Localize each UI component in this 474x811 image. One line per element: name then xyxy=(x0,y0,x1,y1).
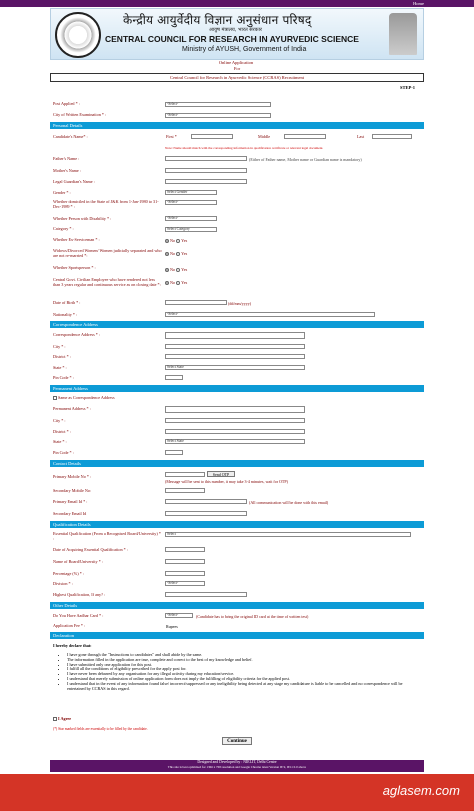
perm-district-label: District * : xyxy=(53,429,71,434)
top-bar xyxy=(0,0,474,7)
sec-mobile-input[interactable] xyxy=(165,488,205,493)
highest-label: Highest Qualification, If any? : xyxy=(53,592,106,597)
division-label: Division * : xyxy=(53,581,73,586)
board-label: Name of Board/University * : xyxy=(53,559,104,564)
section-correspondence: Correspondence Address xyxy=(50,321,424,328)
category-label: Category * : xyxy=(53,226,74,231)
percentage-input[interactable] xyxy=(165,571,205,576)
mandatory-note: (*) Star marked fields are essentially to be filled by the candidate. xyxy=(53,727,148,731)
disability-label: Whether Person with Disability * : xyxy=(53,216,112,221)
declaration-item: • I fulfill all the conditions of eligibility prescribed for the apply post for. xyxy=(67,667,421,672)
ccras-logo-icon xyxy=(55,12,101,58)
email-input[interactable] xyxy=(165,499,247,504)
email-label: Primary Email Id * : xyxy=(53,499,88,504)
corr-district-input[interactable] xyxy=(165,354,305,359)
declaration-list xyxy=(53,653,421,691)
domiciled-label: Whether domiciled in the State of J&K from 1-Jan-1980 to 31-Dec-1989 * : xyxy=(53,199,159,209)
recruitment-title: Central Council for Research in Ayurvedic Science (CCRAS) Recruitment xyxy=(50,73,424,82)
mobile-input[interactable] xyxy=(165,472,205,477)
board-input[interactable] xyxy=(165,559,205,564)
sec-email-input[interactable] xyxy=(165,511,247,516)
aadhar-note: (Candidate has to bring the original ID card at the time of written test) xyxy=(196,614,309,619)
national-emblem-icon xyxy=(389,13,417,55)
percentage-label: Percentage (%) * : xyxy=(53,571,85,576)
corr-city-label: City * : xyxy=(53,344,66,349)
highest-input[interactable] xyxy=(165,592,247,597)
sec-email-label: Secondary Email Id xyxy=(53,511,87,516)
guardian-input[interactable] xyxy=(165,179,247,184)
for-label: For xyxy=(233,66,241,71)
nationality-select[interactable]: -Select- xyxy=(165,312,375,317)
corr-state-select[interactable]: Select State xyxy=(165,365,305,370)
section-personal: Personal Details xyxy=(50,122,424,129)
first-label: First * xyxy=(166,134,177,139)
step-label: STEP-1 xyxy=(400,85,416,90)
corr-pin-label: Pin Code * : xyxy=(53,375,74,380)
central-govt-label: Central Govt. Civilian Employee who have rendered not less than 3 years regular and continuous service as on closing date *: xyxy=(53,277,161,287)
hindi-title: केन्द्रीय आयुर्वेदीय विज्ञान अनुसंधान परिषद् xyxy=(123,13,312,27)
mother-label: Mother's Name : xyxy=(53,168,81,173)
ministry-name: Ministry of AYUSH, Government of India xyxy=(182,46,307,53)
father-note: (Either of Father name, Mother name or Guardian name is mandatory) xyxy=(249,157,362,162)
corr-state-label: State * : xyxy=(53,365,67,370)
otp-note: (Message will be sent to this number, it may take 3-4 minutes, wait for OTP) xyxy=(165,479,288,484)
corr-address-label: Correspondence Address * : xyxy=(53,332,101,337)
mother-input[interactable] xyxy=(165,168,247,173)
category-select[interactable]: Select Category xyxy=(165,227,217,232)
perm-state-select[interactable]: Select State xyxy=(165,439,305,444)
domiciled-select[interactable]: -Select- xyxy=(165,200,217,205)
email-note: (All communication will be done with this email) xyxy=(249,500,329,505)
declaration-item: • I have submitted only one application for this post. xyxy=(67,663,421,668)
declaration-item: • I understand that merely submission of online application form does not imply the fulfilling of eligibility criteria for the applied post. xyxy=(67,677,421,682)
guardian-label: Legal Guardian's Name : xyxy=(53,179,95,184)
home-link[interactable]: Home xyxy=(413,1,424,6)
name-note: Note: Name should match with the corresponding information in qualification certificate or relevant legal document. xyxy=(165,146,324,150)
corr-city-input[interactable] xyxy=(165,344,305,349)
section-other: Other Details xyxy=(50,602,424,609)
ex-serviceman-radio[interactable]: No Yes xyxy=(165,238,187,243)
perm-address-label: Permanent Address * : xyxy=(53,406,91,411)
city-exam-select[interactable]: -Select- xyxy=(165,113,271,118)
corr-pin-input[interactable] xyxy=(165,375,183,380)
perm-city-label: City * : xyxy=(53,418,66,423)
continue-button[interactable]: Continue xyxy=(222,737,252,745)
agree-check-icon[interactable] xyxy=(53,717,57,721)
sportsperson-label: Whether Sportsperson * : xyxy=(53,265,96,270)
aadhar-select[interactable]: -Select- xyxy=(165,613,193,618)
post-applied-select[interactable]: -Select- xyxy=(165,102,271,107)
last-name-input[interactable] xyxy=(372,134,412,139)
last-label: Last xyxy=(357,134,365,139)
widow-radio[interactable]: No Yes xyxy=(165,251,187,256)
perm-pin-label: Pin Code * : xyxy=(53,450,74,455)
dob-label: Date of Birth * : xyxy=(53,300,81,305)
section-qualification: Qualification Details xyxy=(50,521,424,528)
declaration-item: • The information filled in the application are true, complete and correct to the best of my knowledge and belief. xyxy=(67,658,421,663)
gender-label: Gender * : xyxy=(53,190,71,195)
widow-label: Widows/Divorced Women/ Women judicially separated and who are not re-married *: xyxy=(53,248,162,258)
header-banner xyxy=(50,8,424,60)
middle-label: Middle xyxy=(258,134,271,139)
middle-name-input[interactable] xyxy=(284,134,326,139)
same-as-checkbox[interactable]: Same as Correspondence Address xyxy=(53,396,253,401)
post-applied-label: Post Applied * : xyxy=(53,101,80,106)
declaration-item: • I have never been debarred by any organisation for any illegal activity during my education/service. xyxy=(67,672,421,677)
sec-mobile-label: Secondary Mobile No: xyxy=(53,488,92,493)
corr-address-input[interactable] xyxy=(165,332,305,339)
perm-state-label: State * : xyxy=(53,439,67,444)
same-as-check-icon[interactable] xyxy=(53,396,57,400)
central-govt-radio[interactable]: No Yes xyxy=(165,280,187,285)
footer-best-viewed: This site is best optimized for 1366 x 768 resolution and Google Chrome latest Version IE 9, IE11 0.0 above xyxy=(167,765,307,769)
online-application-title: Online Application xyxy=(218,60,254,65)
father-input[interactable] xyxy=(165,156,247,161)
fee-value: Rupees xyxy=(166,624,178,629)
fee-label: Application Fee * : xyxy=(53,623,86,628)
ess-qual-select[interactable]: Select xyxy=(165,532,411,537)
dob-format: (dd/mm/yyyy) xyxy=(228,301,252,306)
footer xyxy=(50,760,424,772)
watermark-brand: aglasem.com xyxy=(382,783,460,798)
division-select[interactable]: -Select- xyxy=(165,581,205,586)
hindi-ministry: आयुष मंत्रालय, भारत सरकार xyxy=(209,27,262,33)
first-name-input[interactable] xyxy=(191,134,233,139)
nationality-label: Nationality * : xyxy=(53,312,78,317)
corr-district-label: District * : xyxy=(53,354,71,359)
section-declaration: Declaration xyxy=(50,632,424,639)
city-exam-label: City of Written Examination * : xyxy=(53,112,107,117)
footer-designed: Designed and Developed by : NIELIT, Delhi Centre xyxy=(197,760,277,764)
candidate-name-label: Candidate's Name* : xyxy=(53,134,88,139)
disability-select[interactable]: -Select- xyxy=(165,216,217,221)
agree-checkbox[interactable]: I Agree xyxy=(53,716,71,721)
declaration-item: • I have gone through the "Instructions to candidates" and shall abide by the same. xyxy=(67,653,421,658)
declaration-item: • I understand that in the event of any information found false/ incorrect/suppressed or any ineligibility being detected at any stage my candidature is liable to be cancelled and no correspondence will be entertained by CCRAS in this regard. xyxy=(67,682,421,692)
father-label: Father's Name : xyxy=(53,156,80,161)
dob-input[interactable] xyxy=(165,300,227,305)
ex-serviceman-label: Whether Ex-Serviceman * : xyxy=(53,237,100,242)
perm-city-input[interactable] xyxy=(165,418,305,423)
declaration-hereby: I hereby declare that: xyxy=(53,643,92,648)
gender-select[interactable]: Select Gender xyxy=(165,190,217,195)
perm-district-input[interactable] xyxy=(165,429,305,434)
send-otp-button[interactable]: Send OTP xyxy=(207,471,235,477)
section-permanent: Permanent Address xyxy=(50,385,424,392)
council-name: CENTRAL COUNCIL FOR RESEARCH IN AYURVEDIC SCIENCE xyxy=(105,34,359,44)
perm-pin-input[interactable] xyxy=(165,450,183,455)
section-contact: Contact Details xyxy=(50,460,424,467)
aadhar-label: Do You Have Aadhar Card * : xyxy=(53,613,104,618)
perm-address-input[interactable] xyxy=(165,406,305,413)
mobile-label: Primary Mobile No * : xyxy=(53,474,92,479)
date-ess-label: Date of Acquiring Essential Qualification * : xyxy=(53,547,128,552)
ess-qual-label: Essential Qualification (From a Recognised Board/University) * : xyxy=(53,531,161,541)
sportsperson-radio[interactable]: No Yes xyxy=(165,267,187,272)
date-ess-input[interactable] xyxy=(165,547,205,552)
